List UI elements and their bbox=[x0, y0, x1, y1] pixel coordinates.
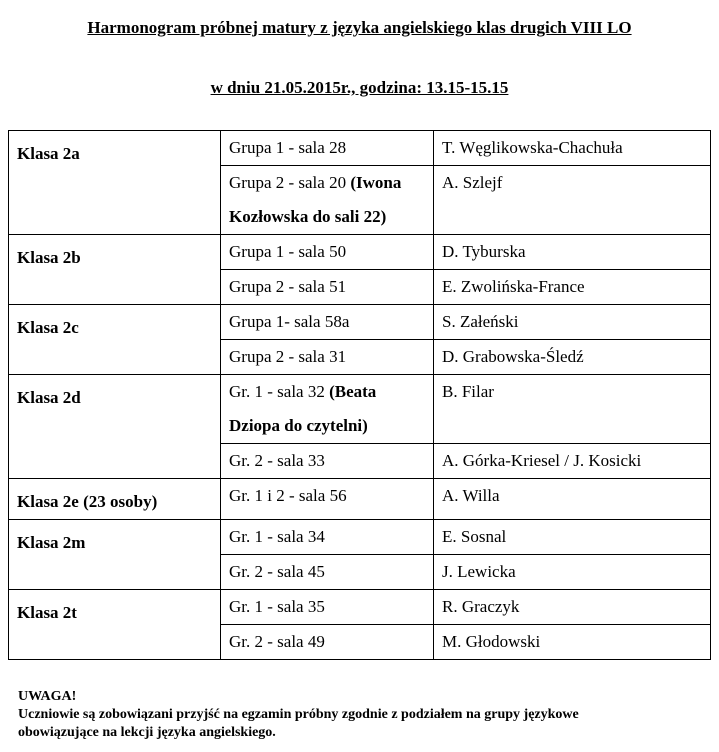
group-cell: Gr. 1 - sala 34 bbox=[221, 520, 434, 555]
group-text: Gr. 1 - sala 32 bbox=[229, 382, 330, 401]
group-cell bbox=[221, 166, 434, 235]
notice-line: obowiązujące na lekcji języka angielskiego. bbox=[18, 725, 276, 740]
group-note: (Iwona Kozłowska do sali 22) bbox=[229, 173, 402, 226]
teacher-cell: A. Szlejf bbox=[434, 166, 711, 235]
class-cell: Klasa 2m bbox=[9, 520, 221, 590]
group-cell: Gr. 1 - sala 35 bbox=[221, 590, 434, 625]
class-cell: Klasa 2a bbox=[9, 131, 221, 235]
table-row bbox=[9, 235, 711, 270]
teacher-cell: J. Lewicka bbox=[434, 555, 711, 590]
teacher-cell: D. Tyburska bbox=[434, 235, 711, 270]
teacher-cell: T. Węglikowska-Chachuła bbox=[434, 131, 711, 166]
group-text: Grupa 2 - sala 20 bbox=[229, 173, 351, 192]
teacher-cell: S. Załeński bbox=[434, 305, 711, 340]
teacher-cell: B. Filar bbox=[434, 375, 711, 444]
teacher-cell: E. Sosnal bbox=[434, 520, 711, 555]
group-cell: Grupa 1 - sala 50 bbox=[221, 235, 434, 270]
group-cell: Gr. 2 - sala 49 bbox=[221, 625, 434, 660]
teacher-cell: A. Willa bbox=[434, 479, 711, 520]
class-cell: Klasa 2c bbox=[9, 305, 221, 375]
notice-line: Uczniowie są zobowiązani przyjść na egzamin próbny zgodnie z podziałem na grupy językowe bbox=[18, 707, 579, 722]
group-cell: Grupa 1- sala 58a bbox=[221, 305, 434, 340]
group-cell: Gr. 2 - sala 45 bbox=[221, 555, 434, 590]
table-row bbox=[9, 590, 711, 625]
teacher-cell: A. Górka-Kriesel / J. Kosicki bbox=[434, 444, 711, 479]
table-row bbox=[9, 305, 711, 340]
teacher-cell: M. Głodowski bbox=[434, 625, 711, 660]
document-title: Harmonogram próbnej matury z języka angielskiego klas drugich VIII LO bbox=[87, 18, 632, 37]
group-cell bbox=[221, 375, 434, 444]
group-cell: Grupa 2 - sala 51 bbox=[221, 270, 434, 305]
table-row bbox=[9, 520, 711, 555]
teacher-cell: E. Zwolińska-France bbox=[434, 270, 711, 305]
table-row bbox=[9, 375, 711, 444]
table-row bbox=[9, 131, 711, 166]
teacher-cell: R. Graczyk bbox=[434, 590, 711, 625]
group-cell: Gr. 2 - sala 33 bbox=[221, 444, 434, 479]
group-cell: Grupa 2 - sala 31 bbox=[221, 340, 434, 375]
teacher-cell: D. Grabowska-Śledź bbox=[434, 340, 711, 375]
notice-block bbox=[18, 688, 708, 742]
class-cell: Klasa 2b bbox=[9, 235, 221, 305]
table-row bbox=[9, 479, 711, 520]
document-subtitle: w dniu 21.05.2015r., godzina: 13.15-15.15 bbox=[210, 78, 509, 97]
group-cell: Grupa 1 - sala 28 bbox=[221, 131, 434, 166]
class-cell: Klasa 2t bbox=[9, 590, 221, 660]
class-cell: Klasa 2d bbox=[9, 375, 221, 479]
class-cell: Klasa 2e (23 osoby) bbox=[9, 479, 221, 520]
schedule-table bbox=[8, 130, 711, 660]
notice-heading: UWAGA! bbox=[18, 689, 77, 704]
group-cell: Gr. 1 i 2 - sala 56 bbox=[221, 479, 434, 520]
group-note: (Beata Dziopa do czytelni) bbox=[229, 382, 377, 435]
